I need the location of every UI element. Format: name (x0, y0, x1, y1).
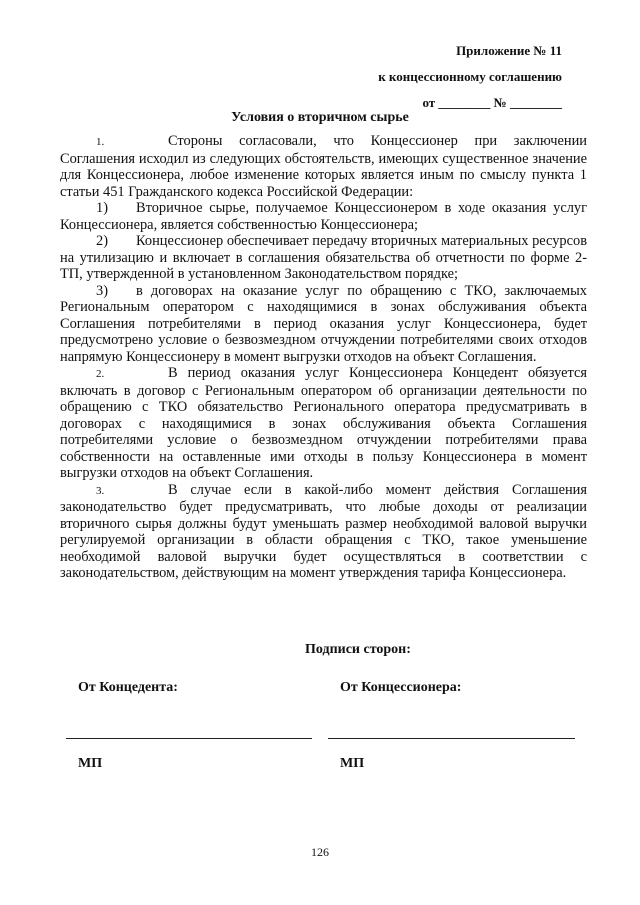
document-title: Условия о вторичном сырье (231, 110, 409, 125)
list-item-text: Вторичное сырье, получаемое Концессионером в ходе оказания услуг Концессионера, является собственностью Концессионера; (60, 200, 587, 233)
appendix-date-number: от ________ № ________ (422, 95, 562, 110)
list-item-number: 1) (96, 200, 108, 216)
paragraph-number: 1. (96, 136, 105, 148)
grantor-seal-place: МП (78, 756, 103, 771)
paragraph-text: В период оказания услуг Концессионера Концедент обязуется включать в договор с Региональным оператором об организации деятельности по обращению с ТКО обязательство Регионального оператора предусматривать в договорах с находящимися в зонах обслуживания объекта Соглашения потребителями условие о безвозмездном отчуждении потребителями права собственности на оставленные ими отходы в пользу Концессионера в момент выгрузки отходов на объект Соглашения. (60, 365, 587, 481)
list-item (60, 283, 587, 366)
concessionaire-label: От Концессионера: (340, 680, 462, 695)
appendix-reference: к концессионному соглашению (378, 69, 562, 84)
list-item-number: 3) (96, 282, 108, 299)
grantor-signature-line (66, 738, 312, 739)
paragraph-3 (60, 482, 587, 582)
document-body (60, 133, 587, 582)
paragraph-2 (60, 365, 587, 482)
list-item (60, 233, 587, 283)
list-item-number: 2) (96, 233, 108, 249)
paragraph-1 (60, 133, 587, 200)
concessionaire-seal-place: МП (340, 756, 365, 771)
paragraph-text: В случае если в какой-либо момент действия Соглашения законодательство будет предусматривать, что любые доходы от реализации вторичного сырья должны будут уменьшать размер необходимой валовой выручки регулируемой организации в области обращения с ТКО, такое уменьшение необходимой валовой выручки будет осуществляться в соответствии с законодательством, действующим на момент утверждения тарифа Концессионера. (60, 481, 587, 581)
appendix-header (322, 38, 562, 116)
page-number: 126 (311, 845, 329, 859)
paragraph-number: 2. (96, 368, 105, 380)
list-item-text: в договорах на оказание услуг по обращению с ТКО, заключаемых Региональным оператором с находящимися в зонах обслуживания объекта Соглашения потребителями в период оказания услуг Концессионера, будет предусмотрено условие о безвозмездном отчуждении потребителями своих отходов напрямую Концессионеру в момент выгрузки отходов на объект Соглашения. (60, 282, 587, 365)
paragraph-number: 3. (96, 484, 105, 497)
signatures-title: Подписи сторон: (305, 642, 411, 657)
paragraph-text: Стороны согласовали, что Концессионер при заключении Соглашения исходил из следующих обстоятельств, имеющих существенное значение для Концессионера, любое изменение которых является иным по смыслу пункта 1 статьи 451 Гражданского кодекса Российской Федерации: (60, 133, 587, 200)
list-item (60, 200, 587, 233)
list-item-text: Концессионер обеспечивает передачу вторичных материальных ресурсов на утилизацию и включает в соглашения обязательства об отчетности по форме 2-ТП, утвержденной в установленном Законодательством порядке; (60, 233, 587, 282)
concessionaire-signature-line (328, 738, 575, 739)
appendix-number: Приложение № 11 (456, 43, 562, 58)
grantor-label: От Концедента: (78, 680, 178, 695)
